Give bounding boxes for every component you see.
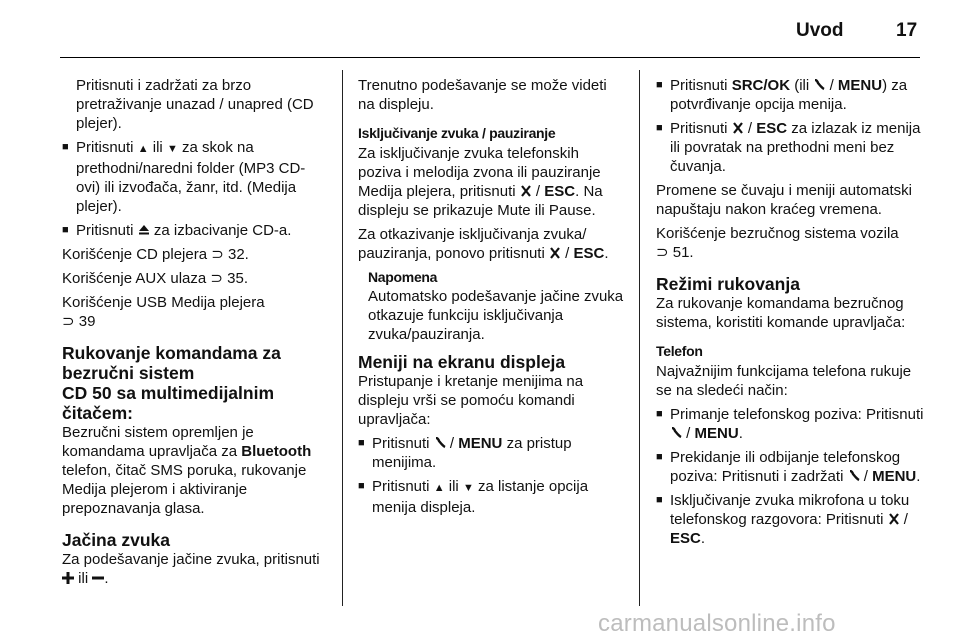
note-box — [358, 268, 626, 344]
column-divider-left — [342, 70, 343, 606]
triangle-up-icon: ▲ — [433, 482, 445, 494]
mute-icon — [888, 513, 900, 525]
bullet-icon: ■ — [62, 224, 69, 236]
handsfree-intro: Bezručni sistem opremljen je komandama upravljača za Bluetooth telefon, čitač SMS poruka, rukovanje Medija plejerom i aktiviranje prepoznavanja glasa. — [62, 424, 312, 517]
triangle-down-icon: ▼ — [462, 482, 474, 494]
menus-text: Pristupanje i kretanje menijima na displeju vrši se pomoću komandi upravljača: — [358, 373, 584, 428]
esc-label: ESC — [670, 530, 701, 547]
list-item: ■ Pritisnuti / ESC za izlazak iz menija ili povratak na prethodni meni bez čuvanja. — [656, 120, 921, 175]
column-1 — [62, 76, 328, 593]
continued-text: Pritisnuti i zadržati za brzo pretraživanje unazad / unapred (CD plejer). — [76, 77, 314, 132]
eject-icon — [138, 224, 150, 236]
esc-label: ESC — [573, 245, 605, 262]
column-divider-right — [639, 70, 640, 606]
page-ref-icon: ⊃ — [62, 313, 75, 330]
bullet-icon: ■ — [656, 79, 663, 91]
bullet-icon: ■ — [358, 437, 365, 449]
menu-label: MENU — [872, 468, 917, 485]
triangle-up-icon: ▲ — [137, 143, 149, 155]
link-usb-player[interactable]: Korišćenje USB Medija plejera ⊃ 39 — [62, 294, 265, 330]
bullet-icon: ■ — [358, 480, 365, 492]
list-item: ■ Pritisnuti za izbacivanje CD-a. — [62, 222, 292, 239]
watermark: carmanualsonline.info — [598, 610, 836, 637]
page-number: 17 — [896, 20, 918, 41]
link-handsfree-system[interactable]: Korišćenje bezručnog sistema vozila ⊃ 51. — [656, 225, 899, 261]
section-heading-cd50: CD 50 sa multimedijalnim čitačem: — [62, 383, 275, 423]
changes-saved-text: Promene se čuvaju i meniji automatski napuštaju nakon kraćeg vremena. — [656, 182, 912, 218]
page-ref-icon: ⊃ — [210, 270, 223, 287]
unmute-text: Za otkazivanje isključivanja zvuka/ pauziranja, ponovo pritisnuti / ESC. — [358, 226, 609, 262]
header-divider — [60, 57, 920, 58]
column-2 — [358, 76, 626, 522]
mute-icon — [520, 185, 532, 197]
volume-text: Za podešavanje jačine zvuka, pritisnuti ili . — [62, 551, 320, 587]
mute-text: Za isključivanje zvuka telefonskih poziva i melodija zvona ili pauziranje Medija plejera, pritisnuti / ESC. Na displeju se prikazuje Mute ili Pause. — [358, 145, 603, 219]
list-item: ■ Prekidanje ili odbijanje telefonskog poziva: Pritisnuti i zadržati / MENU. — [656, 449, 921, 485]
phone-icon — [434, 437, 446, 449]
list-item: ■ Pritisnuti SRC/OK (ili / MENU) za potvrđivanje opcija menija. — [656, 77, 908, 113]
menu-label: MENU — [458, 435, 503, 452]
list-item: ■ Primanje telefonskog poziva: Pritisnuti / MENU. — [656, 406, 924, 442]
triangle-down-icon: ▼ — [166, 143, 178, 155]
esc-label: ESC — [544, 183, 576, 200]
bullet-icon: ■ — [656, 408, 663, 420]
note-title: Napomena — [368, 269, 438, 285]
note-text: Automatsko podešavanje jačine zvuka otkazuje funkciju isključivanja zvuka/pauziranja. — [368, 288, 624, 343]
phone-text: Najvažnijim funkcijama telefona rukuje se na sledeći način: — [656, 363, 912, 399]
current-setting-text: Trenutno podešavanje se može videti na displeju. — [358, 77, 607, 113]
bluetooth-label: Bluetooth — [241, 443, 312, 460]
section-heading-mute: Isključivanje zvuka / pauziranje — [358, 125, 556, 141]
modes-text: Za rukovanje komandama bezručnog sistema, koristiti komande upravljača: — [656, 295, 906, 331]
list-item: ■ Pritisnuti ▲ ili ▼ za listanje opcija menija displeja. — [358, 478, 589, 516]
minus-icon — [92, 572, 104, 584]
bullet-icon: ■ — [62, 141, 69, 153]
list-item: ■ Isključivanje zvuka mikrofona u toku telefonskog razgovora: Pritisnuti / ESC. — [656, 492, 910, 547]
mute-icon — [732, 122, 744, 134]
section-heading-volume: Jačina zvuka — [62, 530, 170, 550]
section-heading-modes: Režimi rukovanja — [656, 274, 800, 294]
page-title: Uvod — [796, 20, 844, 41]
page-ref-icon: ⊃ — [656, 244, 669, 261]
page-header — [0, 0, 960, 62]
phone-icon — [670, 427, 682, 439]
list-item: ■ Pritisnuti / MENU za pristup menijima. — [358, 435, 572, 471]
list-item: ■ Pritisnuti ▲ ili ▼ za skok na prethodni/naredni folder (MP3 CD-ovi) ili izvođača, žanr, itd. (Medija plejer). — [62, 139, 306, 215]
link-cd-player[interactable]: Korišćenje CD plejera ⊃ 32. — [62, 246, 249, 263]
page-ref-icon: ⊃ — [211, 246, 224, 263]
column-3 — [656, 76, 924, 553]
bullet-icon: ■ — [656, 494, 663, 506]
phone-icon — [848, 470, 860, 482]
section-heading-phone: Telefon — [656, 343, 703, 359]
section-heading-handsfree: Rukovanje komandama za bezručni sistem — [62, 343, 281, 383]
link-aux-input[interactable]: Korišćenje AUX ulaza ⊃ 35. — [62, 270, 249, 287]
phone-icon — [813, 79, 825, 91]
menu-label: MENU — [837, 77, 883, 94]
bullet-icon: ■ — [656, 122, 663, 134]
section-heading-menus: Meniji na ekranu displeja — [358, 352, 566, 372]
esc-label: ESC — [756, 120, 788, 137]
bullet-icon: ■ — [656, 451, 663, 463]
plus-icon — [62, 572, 74, 584]
menu-label: MENU — [694, 425, 739, 442]
mute-icon — [549, 247, 561, 259]
src-ok-label: SRC/OK — [731, 77, 791, 94]
